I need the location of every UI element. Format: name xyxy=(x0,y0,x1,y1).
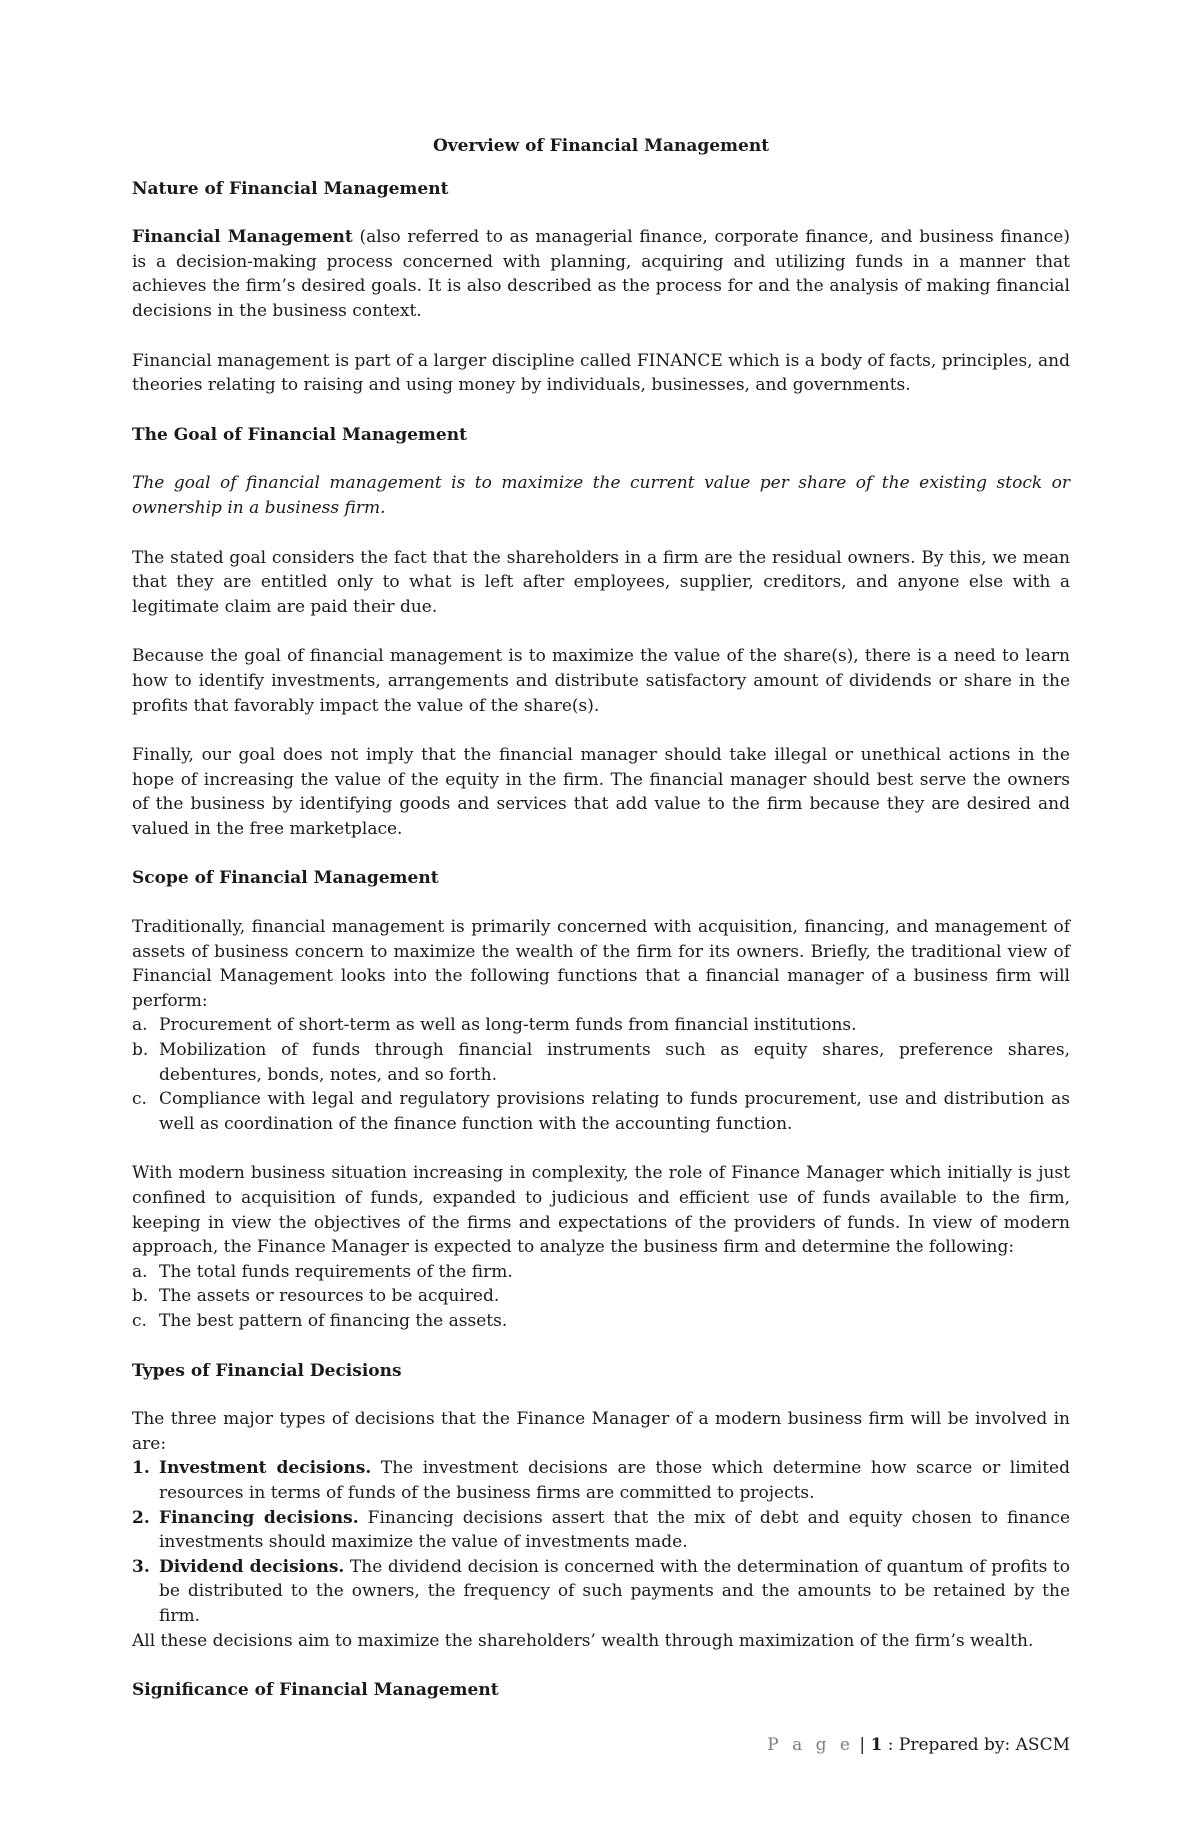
paragraph-ethics: Finally, our goal does not imply that the financial manager should take illegal or unethical actions in the hope of increasing the value of the equity in the firm. The financial manager should best serve the owners of the business by identifying goods and services that add value to the firm because they are desired and valued in the free marketplace. xyxy=(132,745,1070,839)
decision-text: The investment decisions are those which determine how scarce or limited resources in terms of funds of the business firms are committed to projects. xyxy=(159,1458,1071,1503)
list-marker: b. xyxy=(132,1040,149,1061)
list-marker: a. xyxy=(132,1015,148,1036)
decision-types-list xyxy=(132,1456,1070,1628)
list-item-text: The total funds requirements of the firm. xyxy=(159,1261,513,1282)
list-item xyxy=(132,1260,1070,1285)
paragraph-maximize-value: Because the goal of financial management is to maximize the value of the share(s), there is a need to learn how to identify investments, arrangements and distribute satisfactory amount of dividends or share in the profits that favorably impact the value of the share(s). xyxy=(132,646,1070,716)
prepared-by: : Prepared by: ASCM xyxy=(882,1735,1070,1755)
page-label: P a g e xyxy=(767,1735,854,1755)
document-title: Overview of Financial Management xyxy=(432,136,770,156)
paragraph-definition xyxy=(132,225,1070,323)
definition-text: (also referred to as managerial finance, corporate finance, and business finance) is a decision-making process concerned with planning, acquiring and utilizing funds in a manner that achieves the firm’s desired goals. It is also described as the process for and the analysis of making financial decisions in the business context. xyxy=(132,227,1070,321)
page-number: 1 xyxy=(870,1735,883,1755)
decision-name: Dividend decisions. xyxy=(159,1556,345,1577)
list-marker: 1. xyxy=(132,1458,150,1479)
section-heading-decision-types: Types of Financial Decisions xyxy=(132,1360,402,1381)
list-marker: 2. xyxy=(132,1507,150,1528)
traditional-functions-list xyxy=(132,1013,1070,1136)
modern-functions-list xyxy=(132,1260,1070,1334)
list-item-text: The best pattern of financing the assets. xyxy=(159,1310,508,1331)
list-item-text: Compliance with legal and regulatory provisions relating to funds procurement, use and distribution as well as coordination of the finance function with the accounting function. xyxy=(159,1089,1070,1134)
decision-text: Financing decisions assert that the mix of debt and equity chosen to finance investments should maximize the value of investments made. xyxy=(159,1507,1071,1553)
page-footer xyxy=(767,1735,1070,1755)
list-marker: b. xyxy=(132,1286,149,1307)
footer-separator: | xyxy=(854,1735,871,1755)
section-heading-goal: The Goal of Financial Management xyxy=(132,424,467,445)
list-marker: a. xyxy=(132,1261,148,1282)
list-item xyxy=(132,1013,1070,1038)
term-financial-management: Financial Management xyxy=(132,227,353,248)
paragraph-traditional-view: Traditionally, financial management is primarily concerned with acquisition, financing, and management of assets of business concern to maximize the wealth of the firm for its owners. Briefly, the traditional view of Financial Management looks into the following functions that a financial manager of a business firm will perform: xyxy=(132,917,1070,1011)
list-item xyxy=(132,1506,1070,1555)
list-item xyxy=(132,1309,1070,1334)
section-heading-significance: Significance of Financial Management xyxy=(132,1680,499,1701)
paragraph-modern-approach: With modern business situation increasing in complexity, the role of Finance Manager which initially is just confined to acquisition of funds, expanded to judicious and efficient use of funds available to the firm, keeping in view the objectives of the firms and expectations of the providers of funds. In view of modern approach, the Finance Manager is expected to analyze the business firm and determine the following: xyxy=(132,1163,1070,1258)
section-heading-nature: Nature of Financial Management xyxy=(132,178,449,199)
section-heading-scope: Scope of Financial Management xyxy=(132,868,439,889)
list-marker: c. xyxy=(132,1310,147,1331)
list-marker: 3. xyxy=(132,1556,150,1577)
paragraph-finance-discipline: Financial management is part of a larger discipline called FINANCE which is a body of facts, principles, and theories relating to raising and using money by individuals, businesses, and governments. xyxy=(132,350,1070,396)
paragraph-residual-owners: The stated goal considers the fact that the shareholders in a firm are the residual owners. By this, we mean that they are entitled only to what is left after employees, supplier, creditors, and anyone else with a legitimate claim are paid their due. xyxy=(132,547,1070,617)
list-item-text: Mobilization of funds through financial instruments such as equity shares, preference shares, debentures, bonds, notes, and so forth. xyxy=(159,1040,1070,1085)
decision-name: Financing decisions. xyxy=(159,1507,359,1528)
list-item-text: Procurement of short-term as well as long-term funds from financial institutions. xyxy=(159,1015,857,1036)
list-item xyxy=(132,1038,1070,1087)
list-item xyxy=(132,1456,1070,1505)
list-item xyxy=(132,1284,1070,1309)
goal-statement: The goal of financial management is to maximize the current value per share of the existing stock or ownership in a business firm. xyxy=(132,473,1070,518)
list-item xyxy=(132,1087,1070,1136)
decision-text: The dividend decision is concerned with the determination of quantum of profits to be distributed to the owners, the frequency of such payments and the amounts to be retained by the firm. xyxy=(159,1556,1070,1626)
decision-name: Investment decisions. xyxy=(159,1458,372,1479)
list-item xyxy=(132,1555,1070,1629)
paragraph-decision-intro: The three major types of decisions that the Finance Manager of a modern business firm will be involved in are: xyxy=(132,1409,1070,1454)
list-item-text: The assets or resources to be acquired. xyxy=(159,1286,500,1307)
document-page xyxy=(132,134,1070,1727)
list-marker: c. xyxy=(132,1089,147,1110)
paragraph-decisions-closing: All these decisions aim to maximize the shareholders’ wealth through maximization of the firm’s wealth. xyxy=(132,1630,1034,1651)
